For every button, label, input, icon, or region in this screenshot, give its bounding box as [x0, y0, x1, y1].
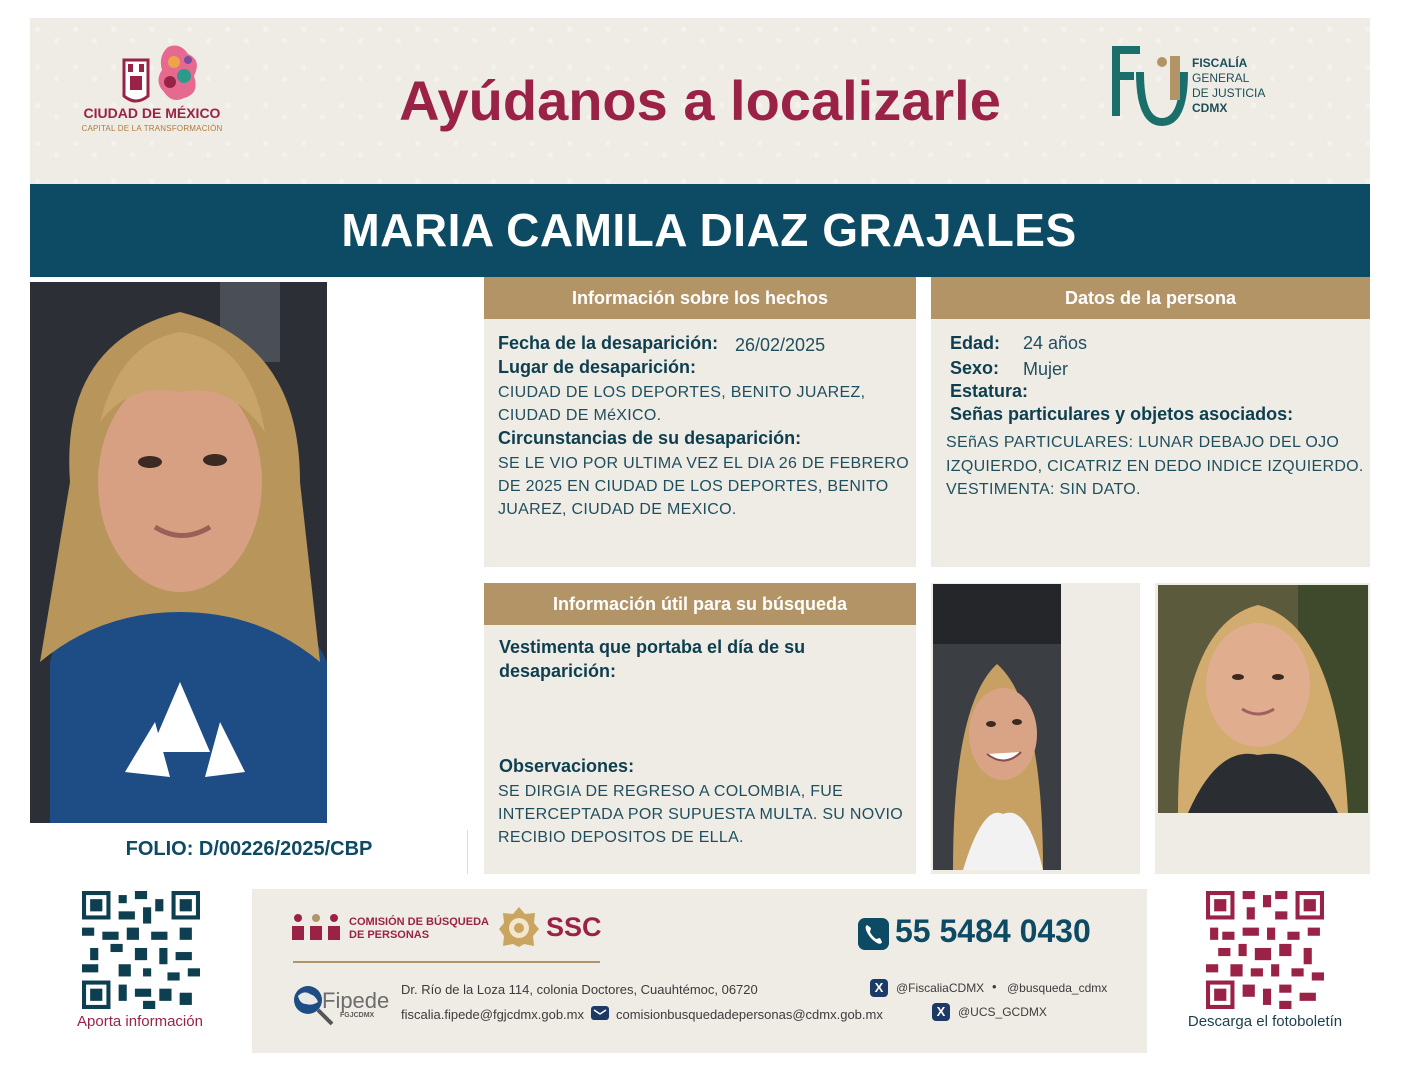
lugar-label: Lugar de desaparición:: [498, 357, 697, 377]
qr-left-caption: Aporta información: [77, 1013, 203, 1030]
observaciones-label: Observaciones:: [499, 756, 635, 776]
panel-datos: [931, 277, 1370, 567]
x-social-icon: X: [870, 979, 888, 997]
qr-code-aporta[interactable]: [82, 891, 200, 1009]
panel-hechos: [484, 277, 916, 567]
footer-divider: [293, 961, 600, 963]
fipede-name: Fipede: [322, 988, 390, 1013]
vestimenta-label-1: Vestimenta que portaba el día de su: [499, 637, 806, 657]
separator-dot: •: [992, 979, 997, 994]
cbp-line-2: DE PERSONAS: [349, 929, 430, 941]
circ-line-1: SE LE VIO POR ULTIMA VEZ EL DIA 26 DE FEBRERO: [498, 455, 909, 472]
circ-line-2: DE 2025 EN CIUDAD DE LOS DEPORTES, BENITO: [498, 478, 889, 495]
vestimenta-label-2: desaparición:: [499, 661, 617, 681]
cdmx-logo-icon: [76, 42, 236, 157]
additional-photo-1: [933, 584, 1061, 870]
divider: [467, 830, 468, 874]
missing-person-photo: [30, 282, 327, 823]
panel-busqueda: [484, 583, 916, 874]
edad-label: Edad:: [950, 333, 1001, 353]
contact-phone[interactable]: 55 5484 0430: [895, 913, 1091, 949]
person-name: MARIA CAMILA DIAZ GRAJALES: [341, 204, 1077, 256]
cdmx-tagline: CAPITAL DE LA TRANSFORMACIÓN: [81, 124, 223, 133]
fgj-line-2: GENERAL: [1192, 71, 1250, 85]
qr-code-fotoboletin[interactable]: [1206, 891, 1324, 1009]
obs-line-1: SE DIRGIA DE REGRESO A COLOMBIA, FUE: [498, 783, 844, 800]
fgj-line-4: CDMX: [1192, 101, 1228, 115]
lugar-line-1: CIUDAD DE LOS DEPORTES, BENITO JUAREZ,: [498, 384, 866, 401]
panel-busqueda-title: Información útil para su búsqueda: [484, 583, 916, 625]
name-band: [30, 184, 1370, 277]
page-headline: Ayúdanos a localizarle: [399, 69, 1001, 132]
folio-number: FOLIO: D/00226/2025/CBP: [125, 838, 373, 860]
fgj-line-1: FISCALÍA: [1192, 56, 1248, 70]
fgj-line-3: DE JUSTICIA: [1192, 86, 1266, 100]
fecha-label: Fecha de la desaparición:: [498, 333, 719, 353]
social-handle-busqueda[interactable]: @busqueda_cdmx: [1007, 981, 1108, 995]
contact-email-1[interactable]: fiscalia.fipede@fgjcdmx.gob.mx: [401, 1007, 584, 1022]
edad-value: 24 años: [1023, 333, 1088, 353]
social-handle-fiscalia[interactable]: @FiscaliaCDMX: [896, 981, 985, 995]
senas-line-3: VESTIMENTA: SIN DATO.: [946, 481, 1141, 498]
circ-label: Circunstancias de su desaparición:: [498, 428, 802, 448]
contact-address: Dr. Río de la Loza 114, colonia Doctores, Cuauhtémoc, 06720: [401, 982, 758, 997]
circ-line-3: JUAREZ, CIUDAD DE MEXICO.: [498, 501, 737, 518]
ssc-badge-icon: [498, 906, 540, 948]
qr-right-caption: Descarga el fotoboletín: [1187, 1013, 1343, 1030]
fgj-logo-icon: [1110, 42, 1200, 134]
cbp-line-1: COMISIÓN DE BÚSQUEDA: [349, 916, 489, 928]
additional-photo-2: [1158, 585, 1368, 813]
contact-email-2[interactable]: comisionbusquedadepersonas@cdmx.gob.mx: [616, 1007, 883, 1022]
estatura-label: Estatura:: [950, 381, 1029, 401]
cbp-logo-icon: [292, 912, 340, 944]
senas-line-2: IZQUIERDO, CICATRIZ EN DEDO INDICE IZQUIERDO.: [946, 458, 1364, 475]
panel-hechos-title: Información sobre los hechos: [484, 277, 916, 319]
fecha-value: 26/02/2025: [735, 335, 826, 355]
social-handle-ucs[interactable]: @UCS_GCDMX: [958, 1005, 1047, 1019]
sexo-value: Mujer: [1023, 359, 1069, 379]
obs-line-3: RECIBIO DEPOSITOS DE ELLA.: [498, 829, 744, 846]
ssc-label: SSC: [546, 912, 602, 942]
mail-icon: [591, 1006, 609, 1020]
cbp-name: [349, 916, 489, 942]
fgj-name: [1192, 56, 1265, 116]
obs-line-2: INTERCEPTADA POR SUPUESTA MULTA. SU NOVIO: [498, 806, 903, 823]
phone-icon: [858, 918, 889, 950]
x-social-icon: X: [932, 1003, 950, 1021]
lugar-line-2: CIUDAD DE MéXICO.: [498, 407, 662, 424]
cdmx-name: CIUDAD DE MÉXICO: [83, 105, 221, 121]
panel-datos-title: Datos de la persona: [931, 277, 1370, 319]
sexo-label: Sexo:: [950, 358, 1000, 378]
senas-line-1: SEñAS PARTICULARES: LUNAR DEBAJO DEL OJO: [946, 434, 1340, 451]
senas-label: Señas particulares y objetos asociados:: [950, 404, 1294, 424]
fipede-sub: FGJCDMX: [340, 1012, 375, 1019]
